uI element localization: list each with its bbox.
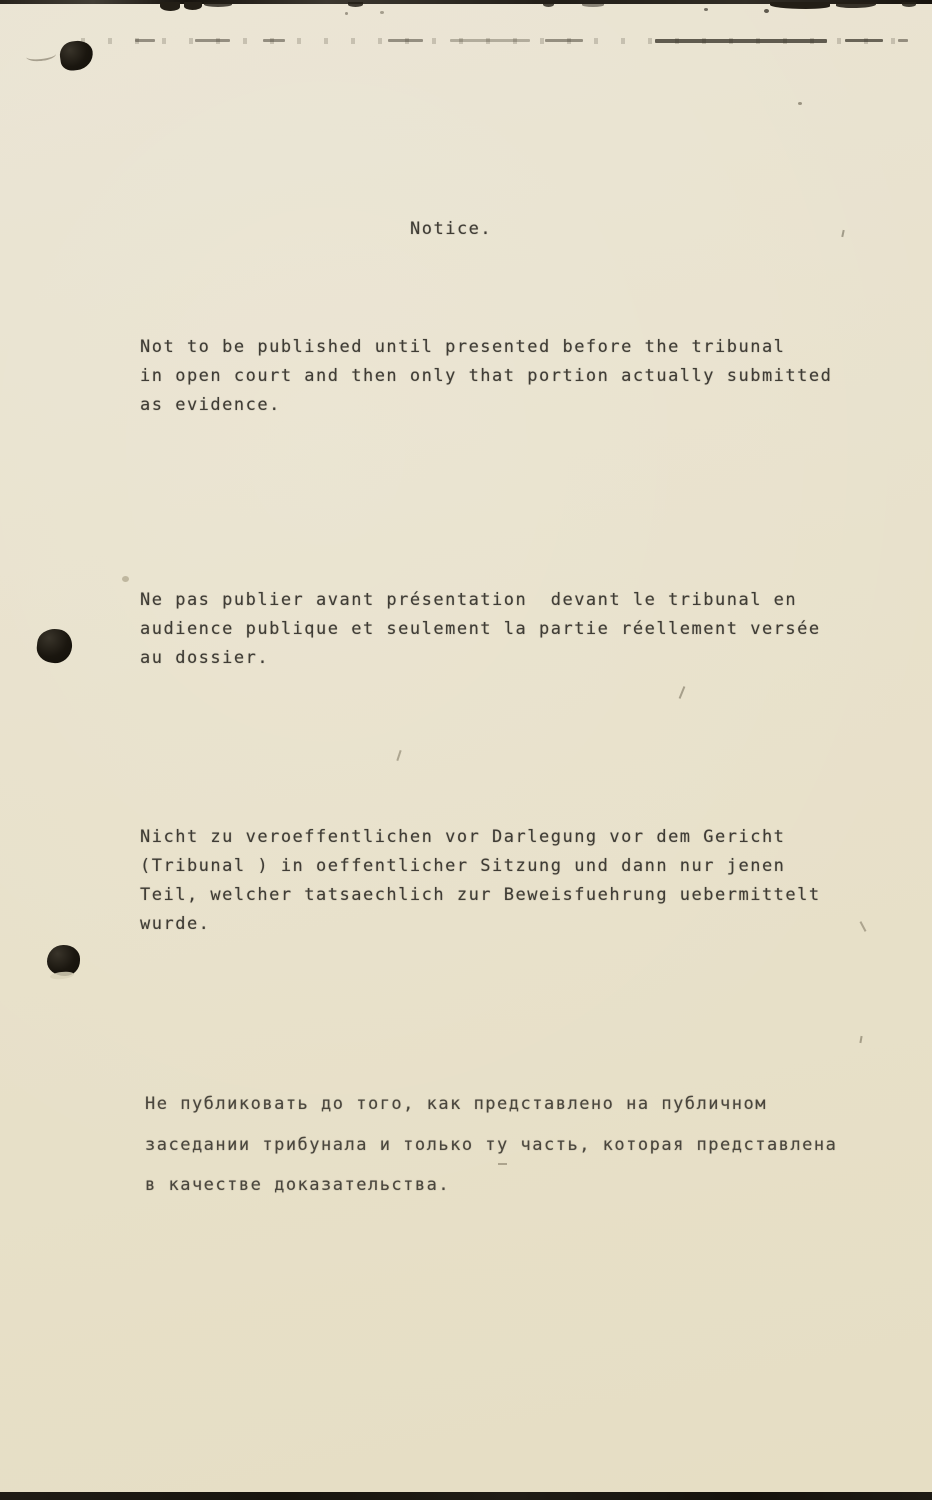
text-line: Nicht zu veroeffentlichen vor Darlegung vor dem Gericht <box>140 827 786 847</box>
smudge-segment <box>450 39 530 42</box>
text-line: Не публиковать до того, как представлено на публичном <box>145 1094 767 1114</box>
paragraph-german <box>140 823 821 939</box>
paragraph-english <box>140 333 832 420</box>
ink-speck <box>396 750 401 761</box>
smudge-line <box>70 38 910 44</box>
text-line: wurde. <box>140 914 211 934</box>
text-line: заседании трибунала и только ту часть, которая представлена <box>145 1134 838 1155</box>
text-line: Teil, welcher tatsaechlich zur Beweisfuehrung uebermittelt <box>140 885 821 905</box>
edge-blob <box>543 2 554 7</box>
ink-speck <box>122 576 129 582</box>
punch-hole-lower <box>47 945 80 976</box>
pencil-squiggle <box>26 48 57 62</box>
ink-speck <box>498 1163 507 1165</box>
edge-dot <box>764 9 769 13</box>
smudge-segment <box>388 39 423 42</box>
smudge-segment <box>545 39 583 42</box>
text-line: (Tribunal ) in oeffentlicher Sitzung und dann nur jenen <box>140 856 786 876</box>
smudge-segment <box>898 39 908 42</box>
ink-speck <box>380 11 384 14</box>
ink-speck <box>679 686 686 699</box>
ink-speck <box>798 102 802 105</box>
edge-dot <box>704 8 708 11</box>
smudge-segment <box>845 39 883 42</box>
edge-blob <box>348 2 363 7</box>
edge-blob <box>836 2 876 8</box>
smudge-segment <box>195 39 230 42</box>
edge-blob <box>204 2 232 7</box>
ink-speck <box>860 921 867 932</box>
punch-hole-upper <box>35 627 73 664</box>
text-line: in open court and then only that portion actually submitted <box>140 366 833 386</box>
ink-speck <box>345 12 348 15</box>
ink-speck <box>841 230 844 237</box>
edge-blob <box>902 2 916 7</box>
text-line: audience publique et seulement la partie réellement versée <box>140 619 821 639</box>
smudge-segment <box>263 39 285 42</box>
edge-blob <box>160 2 180 11</box>
scan-bottom-edge <box>0 1492 932 1500</box>
ink-speck <box>859 1036 862 1043</box>
document-title <box>410 215 492 244</box>
text-line: au dossier. <box>140 648 270 668</box>
edge-blob <box>770 2 830 9</box>
text-line: Ne pas publier avant présentation devant le tribunal en <box>140 590 798 610</box>
text-line: as evidence. <box>140 395 281 415</box>
edge-blob <box>582 3 604 7</box>
smudge-segment <box>655 39 827 43</box>
paragraph-russian <box>145 1084 837 1206</box>
paragraph-french <box>140 586 821 673</box>
text-line: Not to be published until presented before the tribunal <box>140 337 786 357</box>
edge-blob <box>184 2 202 10</box>
text-line: в качестве доказательства. <box>145 1175 451 1195</box>
title-text: Notice. <box>410 219 493 239</box>
smudge-segment <box>135 39 155 42</box>
